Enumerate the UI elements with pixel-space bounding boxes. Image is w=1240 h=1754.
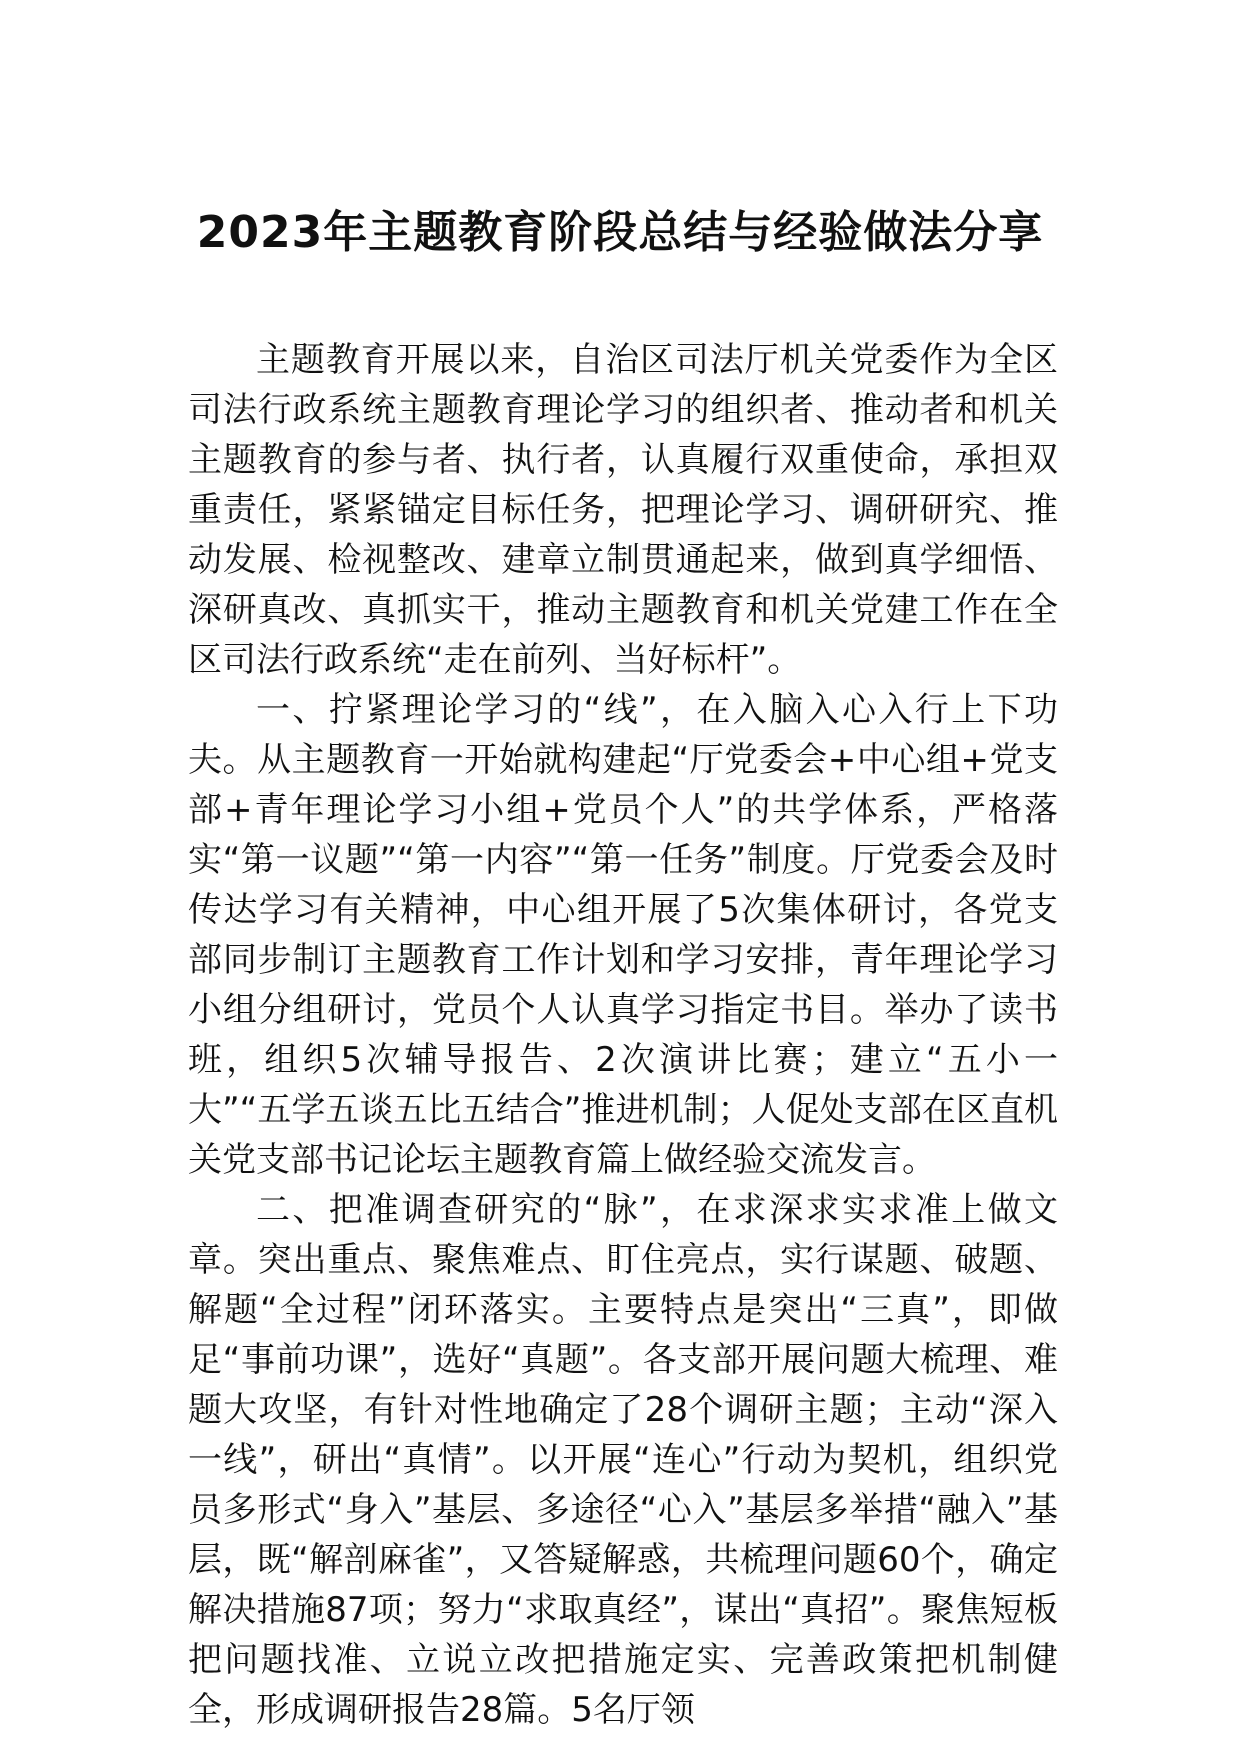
paragraph-intro: 主题教育开展以来，自治区司法厅机关党委作为全区司法行政系统主题教育理论学习的组织者、推动者和机关主题教育的参与者、执行者，认真履行双重使命，承担双重责任，紧紧锚定目标任务，把理论学习、调研研究、推动发展、检视整改、建章立制贯通起来，做到真学细悟、深研真改、真抓实干，推动主题教育和机关党建工作在全区司法行政系统“走在前列、当好标杆”。 xyxy=(188,340,1058,680)
document-body xyxy=(188,335,1058,1735)
paragraph-section-1: 一、拧紧理论学习的“线”，在入脑入心入行上下功夫。从主题教育一开始就构建起“厅党委会+中心组+党支部+青年理论学习小组+党员个人”的共学体系，严格落实“第一议题”“第一内容”“第一任务”制度。厅党委会及时传达学习有关精神，中心组开展了5次集体研讨，各党支部同步制订主题教育工作计划和学习安排，青年理论学习小组分组研讨，党员个人认真学习指定书目。举办了读书班，组织5次辅导报告、2次演讲比赛；建立“五小一大”“五学五谈五比五结合”推进机制；人促处支部在区直机关党支部书记论坛主题教育篇上做经验交流发言。 xyxy=(188,690,1058,1180)
document-title: 2023年主题教育阶段总结与经验做法分享 xyxy=(196,207,1044,258)
paragraph-section-2: 二、把准调查研究的“脉”，在求深求实求准上做文章。突出重点、聚焦难点、盯住亮点，实行谋题、破题、解题“全过程”闭环落实。主要特点是突出“三真”，即做足“事前功课”，选好“真题”。各支部开展问题大梳理、难题大攻坚，有针对性地确定了28个调研主题；主动“深入一线”，研出“真情”。以开展“连心”行动为契机，组织党员多形式“身入”基层、多途径“心入”基层多举措“融入”基层，既“解剖麻雀”，又答疑解惑，共梳理问题60个，确定解决措施87项；努力“求取真经”，谋出“真招”。聚焦短板把问题找准、立说立改把措施定实、完善政策把机制健全，形成调研报告28篇。5名厅领 xyxy=(188,1190,1058,1730)
